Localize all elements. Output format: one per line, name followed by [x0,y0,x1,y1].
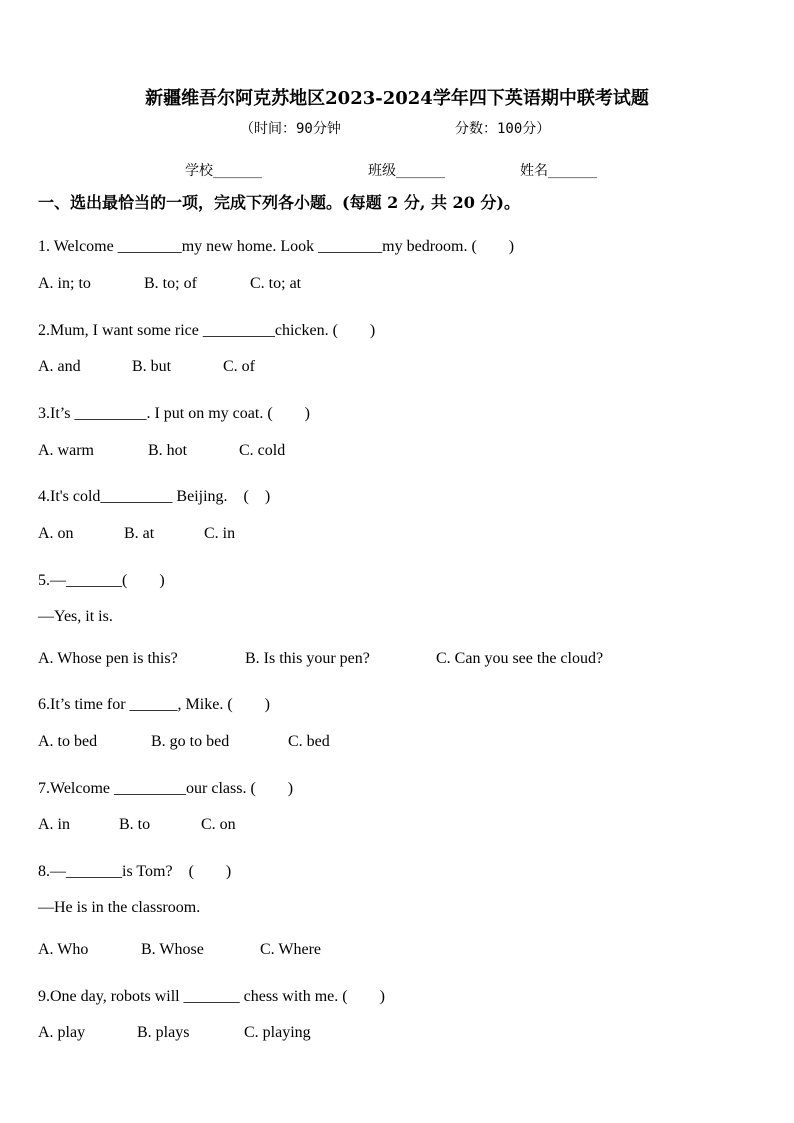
question-7-options [38,816,236,834]
question-2-stem: 2.Mum, I want some rice _________chicken. ( ) [38,322,376,339]
option-c: C. on [201,816,236,833]
option-c: C. Where [260,941,322,958]
option-a: A. in; to [38,275,91,292]
option-c: C. bed [288,733,330,750]
question-8-stem: 8.—_______is Tom? ( ) [38,863,232,880]
option-c: C. to; at [250,275,302,292]
school-field: 学校_______ [185,163,262,179]
option-c: C. cold [239,442,286,459]
section-heading: 一、选出最恰当的一项，完成下列各小题。(每题 2 分, 共 20 分)。 [38,193,520,212]
question-1-options [38,275,301,293]
option-a: A. Who [38,941,89,958]
option-c: C. in [204,525,236,542]
option-a: A. to bed [38,733,98,750]
option-b: B. to; of [144,275,197,292]
option-a: A. and [38,358,81,375]
question-5-options [38,650,603,668]
option-b: B. go to bed [151,733,230,750]
question-4-stem: 4.It's cold_________ Beijing. ( ) [38,488,271,505]
option-b: B. Whose [141,941,204,958]
question-7-stem: 7.Welcome _________our class. ( ) [38,780,294,797]
option-b: B. to [119,816,151,833]
question-9-stem: 9.One day, robots will _______ chess with me. ( ) [38,988,385,1005]
question-8-reply: —He is in the classroom. [38,899,201,916]
option-a: A. Whose pen is this? [38,650,178,667]
question-3-stem: 3.It’s _________. I put on my coat. ( ) [38,405,310,422]
question-4-options [38,525,235,543]
option-a: A. in [38,816,70,833]
page-title: 新疆维吾尔阿克苏地区2023-2024学年四下英语期中联考试题 [145,88,649,109]
question-3-options [38,442,285,460]
option-b: B. plays [137,1024,190,1041]
option-c: C. playing [244,1024,311,1041]
question-6-stem: 6.It’s time for ______, Mike. ( ) [38,696,270,713]
option-c: C. of [223,358,255,375]
option-b: B. at [124,525,155,542]
question-5-reply: —Yes, it is. [38,608,113,625]
exam-score: 分数：100分） [455,121,551,137]
question-8-options [38,941,321,959]
class-field: 班级_______ [368,163,445,179]
question-5-stem: 5.—_______( ) [38,572,165,589]
option-a: A. play [38,1024,86,1041]
question-1-stem: 1. Welcome ________my new home. Look ________my bedroom. ( ) [38,238,515,255]
option-a: A. warm [38,442,94,459]
option-b: B. but [132,358,172,375]
option-b: B. hot [148,442,188,459]
option-a: A. on [38,525,74,542]
option-b: B. Is this your pen? [245,650,370,667]
question-9-options [38,1024,311,1042]
question-6-options [38,733,330,751]
question-2-options [38,358,255,376]
option-c: C. Can you see the cloud? [436,650,604,667]
name-field: 姓名_______ [520,163,597,179]
exam-time: （时间：90分钟 [240,121,341,137]
